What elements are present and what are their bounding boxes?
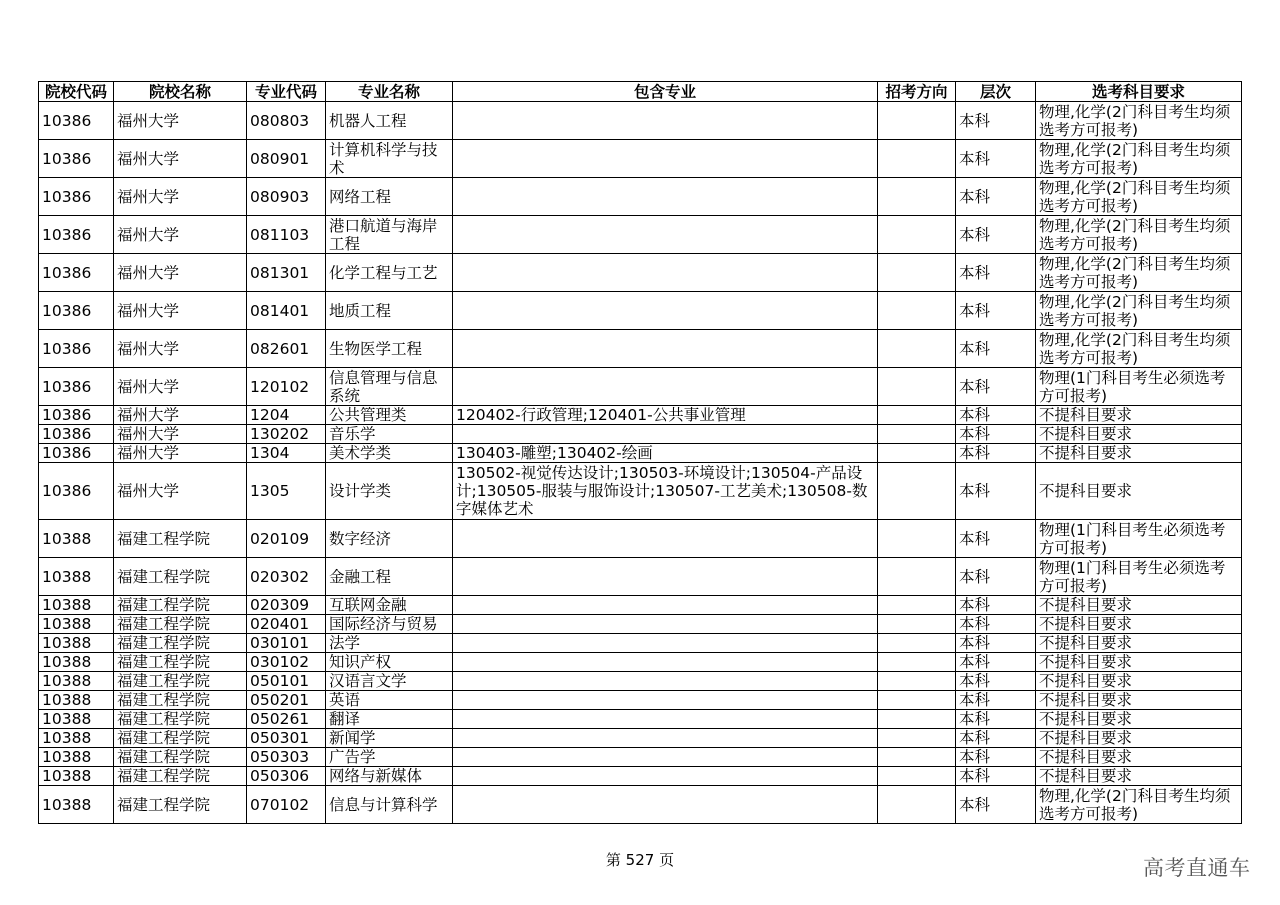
major-name-cell: 互联网金融 <box>326 596 453 615</box>
major-name-cell: 地质工程 <box>326 292 453 330</box>
school-name-cell: 福建工程学院 <box>114 520 247 558</box>
level-cell: 本科 <box>956 653 1036 672</box>
included-majors-cell <box>453 330 878 368</box>
school-code-cell: 10388 <box>39 634 114 653</box>
major-name-cell: 网络与新媒体 <box>326 767 453 786</box>
level-cell: 本科 <box>956 406 1036 425</box>
major-name-cell: 美术学类 <box>326 444 453 463</box>
direction-cell <box>878 216 956 254</box>
school-name-cell: 福建工程学院 <box>114 634 247 653</box>
major-name-cell: 港口航道与海岸工程 <box>326 216 453 254</box>
level-cell: 本科 <box>956 425 1036 444</box>
direction-cell <box>878 425 956 444</box>
level-cell: 本科 <box>956 292 1036 330</box>
level-cell: 本科 <box>956 786 1036 824</box>
included-majors-cell <box>453 520 878 558</box>
major-name-cell: 数字经济 <box>326 520 453 558</box>
direction-cell <box>878 729 956 748</box>
major-code-cell: 081103 <box>247 216 326 254</box>
subject-requirement-cell: 不提科目要求 <box>1036 710 1242 729</box>
direction-cell <box>878 615 956 634</box>
school-name-cell: 福建工程学院 <box>114 729 247 748</box>
major-code-cell: 1304 <box>247 444 326 463</box>
school-name-cell: 福州大学 <box>114 330 247 368</box>
level-cell: 本科 <box>956 691 1036 710</box>
major-name-cell: 知识产权 <box>326 653 453 672</box>
col-header-level: 层次 <box>956 82 1036 102</box>
major-code-cell: 050301 <box>247 729 326 748</box>
included-majors-cell <box>453 596 878 615</box>
major-code-cell: 081301 <box>247 254 326 292</box>
col-header-included-majors: 包含专业 <box>453 82 878 102</box>
direction-cell <box>878 254 956 292</box>
table-row <box>39 463 1242 520</box>
level-cell: 本科 <box>956 710 1036 729</box>
table-row <box>39 596 1242 615</box>
included-majors-cell <box>453 786 878 824</box>
table-row <box>39 520 1242 558</box>
admissions-table <box>38 81 1242 824</box>
major-code-cell: 070102 <box>247 786 326 824</box>
level-cell: 本科 <box>956 216 1036 254</box>
major-name-cell: 公共管理类 <box>326 406 453 425</box>
major-name-cell: 机器人工程 <box>326 102 453 140</box>
major-name-cell: 法学 <box>326 634 453 653</box>
school-code-cell: 10388 <box>39 691 114 710</box>
school-code-cell: 10386 <box>39 330 114 368</box>
school-name-cell: 福州大学 <box>114 102 247 140</box>
included-majors-cell <box>453 216 878 254</box>
subject-requirement-cell: 不提科目要求 <box>1036 767 1242 786</box>
table-row <box>39 615 1242 634</box>
major-code-cell: 020401 <box>247 615 326 634</box>
major-code-cell: 080903 <box>247 178 326 216</box>
subject-requirement-cell: 物理,化学(2门科目考生均须选考方可报考) <box>1036 292 1242 330</box>
table-row <box>39 634 1242 653</box>
major-code-cell: 020109 <box>247 520 326 558</box>
table-row <box>39 558 1242 596</box>
school-name-cell: 福建工程学院 <box>114 596 247 615</box>
included-majors-cell <box>453 292 878 330</box>
direction-cell <box>878 330 956 368</box>
school-code-cell: 10388 <box>39 615 114 634</box>
level-cell: 本科 <box>956 178 1036 216</box>
school-name-cell: 福建工程学院 <box>114 653 247 672</box>
major-code-cell: 020309 <box>247 596 326 615</box>
major-name-cell: 音乐学 <box>326 425 453 444</box>
school-code-cell: 10386 <box>39 463 114 520</box>
included-majors-cell <box>453 102 878 140</box>
subject-requirement-cell: 物理,化学(2门科目考生均须选考方可报考) <box>1036 102 1242 140</box>
major-code-cell: 081401 <box>247 292 326 330</box>
level-cell: 本科 <box>956 672 1036 691</box>
school-code-cell: 10388 <box>39 596 114 615</box>
table-row <box>39 425 1242 444</box>
school-name-cell: 福建工程学院 <box>114 748 247 767</box>
direction-cell <box>878 102 956 140</box>
included-majors-cell <box>453 140 878 178</box>
subject-requirement-cell: 不提科目要求 <box>1036 653 1242 672</box>
level-cell: 本科 <box>956 463 1036 520</box>
table-row <box>39 368 1242 406</box>
school-name-cell: 福州大学 <box>114 140 247 178</box>
table-row <box>39 140 1242 178</box>
school-code-cell: 10386 <box>39 178 114 216</box>
school-name-cell: 福州大学 <box>114 216 247 254</box>
included-majors-cell <box>453 729 878 748</box>
subject-requirement-cell: 不提科目要求 <box>1036 634 1242 653</box>
table-row <box>39 672 1242 691</box>
col-header-major-name: 专业名称 <box>326 82 453 102</box>
school-code-cell: 10386 <box>39 254 114 292</box>
direction-cell <box>878 558 956 596</box>
level-cell: 本科 <box>956 596 1036 615</box>
included-majors-cell <box>453 615 878 634</box>
level-cell: 本科 <box>956 615 1036 634</box>
col-header-subject-requirements: 选考科目要求 <box>1036 82 1242 102</box>
direction-cell <box>878 178 956 216</box>
included-majors-cell: 120402-行政管理;120401-公共事业管理 <box>453 406 878 425</box>
major-code-cell: 1204 <box>247 406 326 425</box>
major-code-cell: 120102 <box>247 368 326 406</box>
col-header-school-code: 院校代码 <box>39 82 114 102</box>
level-cell: 本科 <box>956 748 1036 767</box>
major-code-cell: 020302 <box>247 558 326 596</box>
level-cell: 本科 <box>956 558 1036 596</box>
level-cell: 本科 <box>956 254 1036 292</box>
school-name-cell: 福建工程学院 <box>114 691 247 710</box>
table-row <box>39 330 1242 368</box>
major-name-cell: 生物医学工程 <box>326 330 453 368</box>
table-row <box>39 254 1242 292</box>
major-name-cell: 网络工程 <box>326 178 453 216</box>
table-row <box>39 653 1242 672</box>
school-code-cell: 10386 <box>39 292 114 330</box>
level-cell: 本科 <box>956 330 1036 368</box>
school-name-cell: 福建工程学院 <box>114 786 247 824</box>
level-cell: 本科 <box>956 368 1036 406</box>
included-majors-cell <box>453 767 878 786</box>
major-name-cell: 信息与计算科学 <box>326 786 453 824</box>
included-majors-cell <box>453 710 878 729</box>
school-name-cell: 福州大学 <box>114 254 247 292</box>
direction-cell <box>878 463 956 520</box>
school-code-cell: 10388 <box>39 767 114 786</box>
table-row <box>39 102 1242 140</box>
included-majors-cell <box>453 672 878 691</box>
subject-requirement-cell: 不提科目要求 <box>1036 596 1242 615</box>
direction-cell <box>878 292 956 330</box>
included-majors-cell <box>453 425 878 444</box>
included-majors-cell <box>453 691 878 710</box>
subject-requirement-cell: 物理,化学(2门科目考生均须选考方可报考) <box>1036 178 1242 216</box>
school-code-cell: 10386 <box>39 444 114 463</box>
school-code-cell: 10386 <box>39 368 114 406</box>
school-code-cell: 10388 <box>39 653 114 672</box>
school-code-cell: 10388 <box>39 520 114 558</box>
included-majors-cell <box>453 634 878 653</box>
major-name-cell: 广告学 <box>326 748 453 767</box>
direction-cell <box>878 406 956 425</box>
subject-requirement-cell: 物理(1门科目考生必须选考方可报考) <box>1036 558 1242 596</box>
major-code-cell: 082601 <box>247 330 326 368</box>
subject-requirement-cell: 物理,化学(2门科目考生均须选考方可报考) <box>1036 786 1242 824</box>
school-code-cell: 10386 <box>39 216 114 254</box>
direction-cell <box>878 691 956 710</box>
direction-cell <box>878 140 956 178</box>
subject-requirement-cell: 物理(1门科目考生必须选考方可报考) <box>1036 368 1242 406</box>
included-majors-cell <box>453 653 878 672</box>
major-name-cell: 化学工程与工艺 <box>326 254 453 292</box>
table-row <box>39 444 1242 463</box>
school-code-cell: 10386 <box>39 140 114 178</box>
school-name-cell: 福建工程学院 <box>114 767 247 786</box>
included-majors-cell <box>453 368 878 406</box>
school-name-cell: 福州大学 <box>114 463 247 520</box>
school-name-cell: 福州大学 <box>114 425 247 444</box>
subject-requirement-cell: 不提科目要求 <box>1036 615 1242 634</box>
level-cell: 本科 <box>956 140 1036 178</box>
subject-requirement-cell: 物理,化学(2门科目考生均须选考方可报考) <box>1036 216 1242 254</box>
page-number: 第 527 页 <box>605 851 675 869</box>
school-name-cell: 福建工程学院 <box>114 558 247 596</box>
subject-requirement-cell: 不提科目要求 <box>1036 748 1242 767</box>
table-row <box>39 178 1242 216</box>
level-cell: 本科 <box>956 520 1036 558</box>
header-row <box>39 82 1242 102</box>
table-row <box>39 710 1242 729</box>
school-name-cell: 福州大学 <box>114 178 247 216</box>
direction-cell <box>878 748 956 767</box>
subject-requirement-cell: 不提科目要求 <box>1036 463 1242 520</box>
direction-cell <box>878 653 956 672</box>
subject-requirement-cell: 物理,化学(2门科目考生均须选考方可报考) <box>1036 330 1242 368</box>
subject-requirement-cell: 不提科目要求 <box>1036 444 1242 463</box>
major-code-cell: 050261 <box>247 710 326 729</box>
school-code-cell: 10388 <box>39 729 114 748</box>
table-row <box>39 786 1242 824</box>
school-name-cell: 福州大学 <box>114 292 247 330</box>
included-majors-cell <box>453 254 878 292</box>
major-name-cell: 新闻学 <box>326 729 453 748</box>
school-name-cell: 福建工程学院 <box>114 710 247 729</box>
major-name-cell: 设计学类 <box>326 463 453 520</box>
school-code-cell: 10388 <box>39 786 114 824</box>
school-name-cell: 福建工程学院 <box>114 672 247 691</box>
subject-requirement-cell: 不提科目要求 <box>1036 729 1242 748</box>
level-cell: 本科 <box>956 767 1036 786</box>
col-header-direction: 招考方向 <box>878 82 956 102</box>
school-name-cell: 福建工程学院 <box>114 615 247 634</box>
school-code-cell: 10388 <box>39 558 114 596</box>
level-cell: 本科 <box>956 729 1036 748</box>
major-name-cell: 金融工程 <box>326 558 453 596</box>
subject-requirement-cell: 物理,化学(2门科目考生均须选考方可报考) <box>1036 140 1242 178</box>
school-code-cell: 10386 <box>39 406 114 425</box>
school-code-cell: 10386 <box>39 425 114 444</box>
subject-requirement-cell: 不提科目要求 <box>1036 672 1242 691</box>
school-name-cell: 福州大学 <box>114 368 247 406</box>
major-name-cell: 信息管理与信息系统 <box>326 368 453 406</box>
level-cell: 本科 <box>956 444 1036 463</box>
table-row <box>39 729 1242 748</box>
col-header-major-code: 专业代码 <box>247 82 326 102</box>
level-cell: 本科 <box>956 102 1036 140</box>
direction-cell <box>878 596 956 615</box>
major-code-cell: 050303 <box>247 748 326 767</box>
direction-cell <box>878 634 956 653</box>
direction-cell <box>878 710 956 729</box>
school-code-cell: 10388 <box>39 672 114 691</box>
major-code-cell: 030101 <box>247 634 326 653</box>
table-row <box>39 691 1242 710</box>
major-name-cell: 翻译 <box>326 710 453 729</box>
major-code-cell: 080901 <box>247 140 326 178</box>
watermark-logo-text: 高考直通车 <box>1143 856 1251 880</box>
school-code-cell: 10388 <box>39 710 114 729</box>
included-majors-cell <box>453 748 878 767</box>
major-name-cell: 英语 <box>326 691 453 710</box>
direction-cell <box>878 672 956 691</box>
table-row <box>39 767 1242 786</box>
table-row <box>39 748 1242 767</box>
table-row <box>39 406 1242 425</box>
subject-requirement-cell: 不提科目要求 <box>1036 425 1242 444</box>
major-code-cell: 030102 <box>247 653 326 672</box>
major-name-cell: 计算机科学与技术 <box>326 140 453 178</box>
major-code-cell: 1305 <box>247 463 326 520</box>
included-majors-cell: 130502-视觉传达设计;130503-环境设计;130504-产品设计;130505-服装与服饰设计;130507-工艺美术;130508-数字媒体艺术 <box>453 463 878 520</box>
subject-requirement-cell: 物理(1门科目考生必须选考方可报考) <box>1036 520 1242 558</box>
school-code-cell: 10386 <box>39 102 114 140</box>
table-row <box>39 216 1242 254</box>
direction-cell <box>878 520 956 558</box>
direction-cell <box>878 368 956 406</box>
major-name-cell: 国际经济与贸易 <box>326 615 453 634</box>
major-code-cell: 050306 <box>247 767 326 786</box>
subject-requirement-cell: 不提科目要求 <box>1036 691 1242 710</box>
included-majors-cell <box>453 178 878 216</box>
major-code-cell: 080803 <box>247 102 326 140</box>
subject-requirement-cell: 物理,化学(2门科目考生均须选考方可报考) <box>1036 254 1242 292</box>
major-code-cell: 050201 <box>247 691 326 710</box>
subject-requirement-cell: 不提科目要求 <box>1036 406 1242 425</box>
table-row <box>39 292 1242 330</box>
school-name-cell: 福州大学 <box>114 444 247 463</box>
major-code-cell: 050101 <box>247 672 326 691</box>
included-majors-cell: 130403-雕塑;130402-绘画 <box>453 444 878 463</box>
direction-cell <box>878 786 956 824</box>
direction-cell <box>878 444 956 463</box>
level-cell: 本科 <box>956 634 1036 653</box>
major-name-cell: 汉语言文学 <box>326 672 453 691</box>
school-name-cell: 福州大学 <box>114 406 247 425</box>
included-majors-cell <box>453 558 878 596</box>
direction-cell <box>878 767 956 786</box>
major-code-cell: 130202 <box>247 425 326 444</box>
school-code-cell: 10388 <box>39 748 114 767</box>
col-header-school-name: 院校名称 <box>114 82 247 102</box>
